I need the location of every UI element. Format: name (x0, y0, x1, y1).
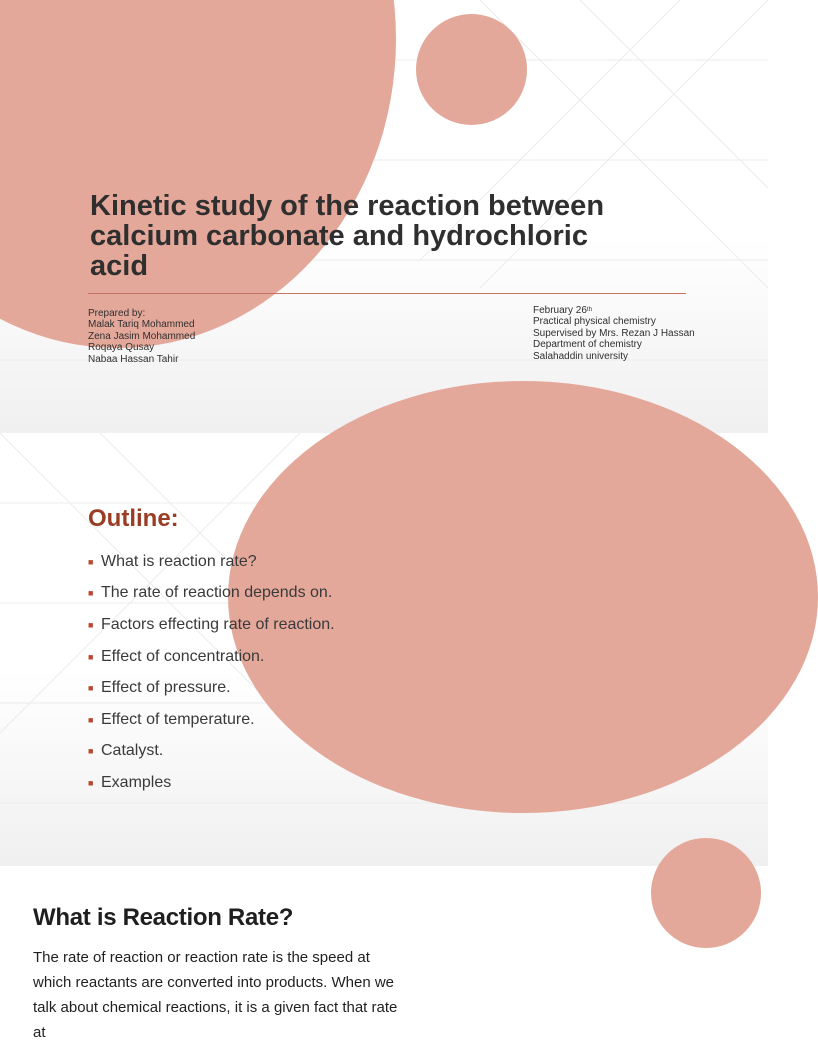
course-info-block (533, 305, 695, 362)
list-item: ■ Effect of pressure. (88, 679, 231, 697)
author-name: Zena Jasim Mohammed (88, 330, 196, 342)
list-item: ■ Factors effecting rate of reaction. (88, 615, 335, 633)
course-name: Practical physical chemistry (533, 316, 656, 328)
presentation-date: February 26th (533, 305, 592, 316)
department: Department of chemistry (533, 339, 642, 351)
bullet-square-icon: ■ (88, 683, 94, 694)
title-slide (0, 0, 768, 433)
author-name: Malak Tariq Mohammed (88, 319, 195, 331)
slide-heading: What is Reaction Rate? (33, 904, 294, 931)
outline-slide (0, 433, 768, 866)
bullet-square-icon: ■ (88, 619, 94, 630)
list-item: ■ What is reaction rate? (88, 552, 257, 570)
prepared-by-block (88, 308, 195, 365)
slide-body-text: The rate of reaction or reaction rate is the speed at which reactants are converted into products. When we talk about chemical reactions, it is a given fact that rate at (33, 949, 398, 1041)
list-item: ■ Effect of temperature. (88, 710, 255, 728)
list-item: ■ Catalyst. (88, 742, 164, 760)
decor-circle-small (416, 14, 527, 125)
university: Salahaddin university (533, 350, 629, 362)
bullet-square-icon: ■ (88, 714, 94, 725)
presentation-title: Kinetic study of the reaction between calcium carbonate and hydrochloric acid (90, 190, 605, 282)
outline-list (88, 546, 335, 799)
list-item: ■ Effect of concentration. (88, 647, 265, 665)
outline-heading: Outline: (88, 505, 179, 532)
author-name: Roqaya Qusay (88, 342, 155, 354)
bullet-square-icon: ■ (88, 556, 94, 567)
author-name: Nabaa Hassan Tahir (88, 353, 179, 365)
bullet-square-icon: ■ (88, 746, 94, 757)
title-divider (88, 293, 686, 294)
list-item: ■ The rate of reaction depends on. (88, 584, 333, 602)
prepared-by-label: Prepared by: (88, 308, 146, 319)
reaction-rate-slide (0, 866, 768, 1041)
bullet-square-icon: ■ (88, 777, 94, 788)
decor-circle-slide3 (651, 838, 761, 948)
bullet-square-icon: ■ (88, 588, 94, 599)
list-item: ■ Examples (88, 773, 172, 791)
supervisor: Supervised by Mrs. Rezan J Hassan (533, 327, 695, 339)
bullet-square-icon: ■ (88, 651, 94, 662)
